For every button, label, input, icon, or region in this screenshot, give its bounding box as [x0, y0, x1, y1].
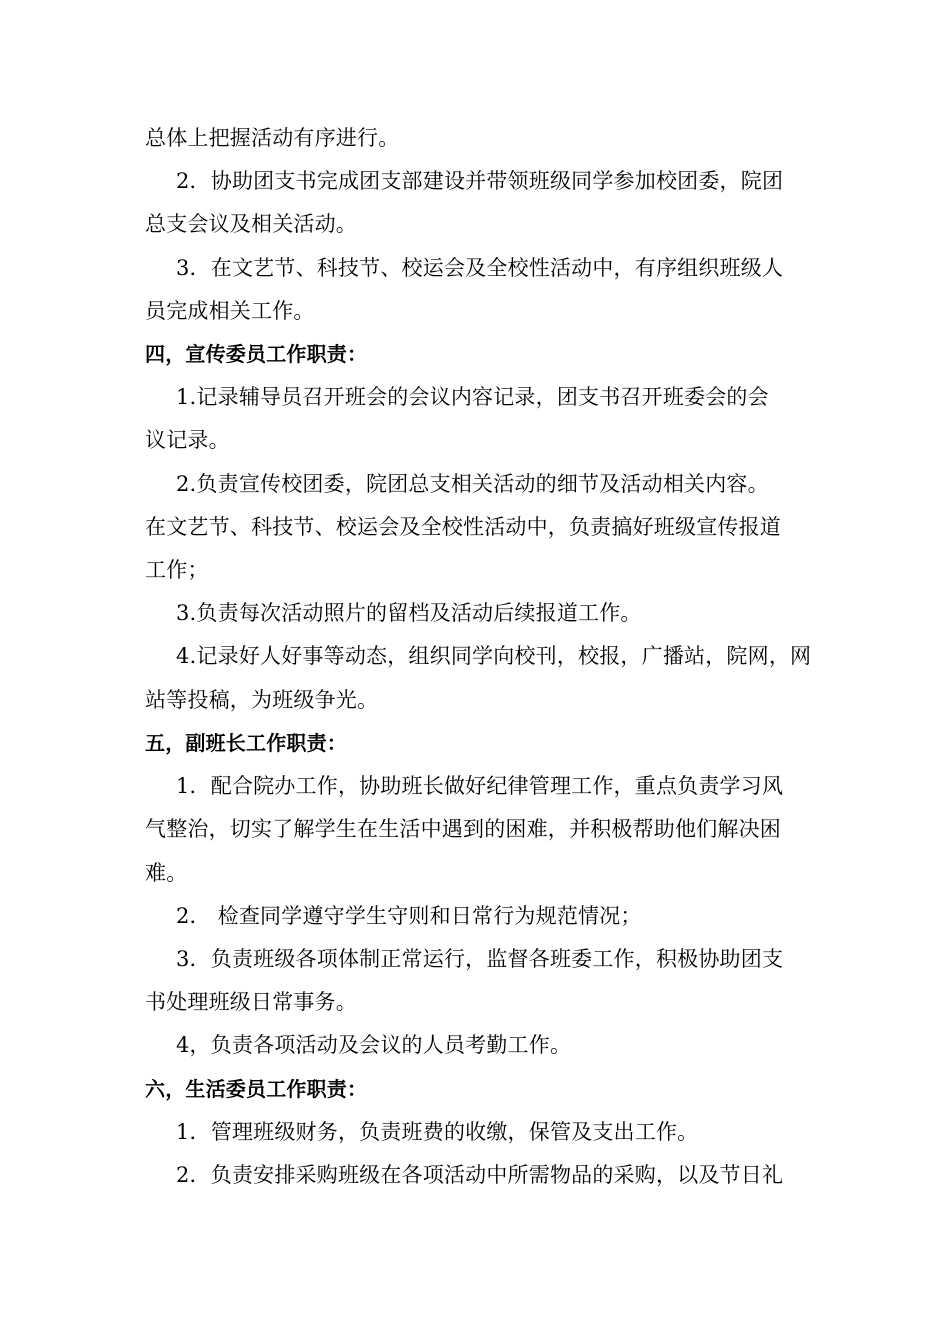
text-line: 在文艺节、科技节、校运会及全校性活动中，负责搞好班级宣传报道	[145, 515, 781, 539]
text-line: 书处理班级日常事务。	[145, 990, 357, 1014]
text-line: 4.记录好人好事等动态，组织同学向校刊，校报，广播站，院网，网	[176, 644, 812, 668]
text-line: 1．管理班级财务，负责班费的收缴，保管及支出工作。	[176, 1120, 699, 1144]
text-line: 1．配合院办工作，协助班长做好纪律管理工作，重点负责学习风	[176, 774, 784, 798]
text-line: 站等投稿，为班级争光。	[145, 688, 379, 712]
text-line: 3.负责每次活动照片的留档及活动后续报道工作。	[176, 601, 642, 625]
text-line: 3．在文艺节、科技节、校运会及全校性活动中，有序组织班级人	[176, 256, 784, 280]
text-line: 2． 检查同学遵守学生守则和日常行为规范情况；	[176, 904, 642, 928]
text-line: 2.负责宣传校团委，院团总支相关活动的细节及活动相关内容。	[176, 472, 769, 496]
text-line: 难。	[145, 861, 188, 885]
text-line: 气整治，切实了解学生在生活中遇到的困难，并积极帮助他们解决困	[145, 817, 781, 841]
text-line: 4，负责各项活动及会议的人员考勤工作。	[176, 1033, 572, 1057]
text-line: 2．协助团支书完成团支部建设并带领班级同学参加校团委，院团	[176, 169, 784, 193]
section-heading: 五，副班长工作职责：	[145, 731, 347, 755]
text-line: 总体上把握活动有序进行。	[145, 126, 400, 150]
section-heading: 六，生活委员工作职责：	[145, 1077, 368, 1101]
text-line: 2．负责安排采购班级在各项活动中所需物品的采购，以及节日礼	[176, 1163, 784, 1187]
text-line: 3．负责班级各项体制正常运行，监督各班委工作，积极协助团支	[176, 947, 784, 971]
text-line: 工作；	[145, 558, 209, 582]
text-line: 员完成相关工作。	[145, 299, 315, 323]
section-heading: 四，宣传委员工作职责：	[145, 342, 368, 366]
text-line: 议记录。	[145, 428, 230, 452]
text-line: 总支会议及相关活动。	[145, 212, 357, 236]
text-line: 1.记录辅导员召开班会的会议内容记录，团支书召开班委会的会	[176, 385, 769, 409]
